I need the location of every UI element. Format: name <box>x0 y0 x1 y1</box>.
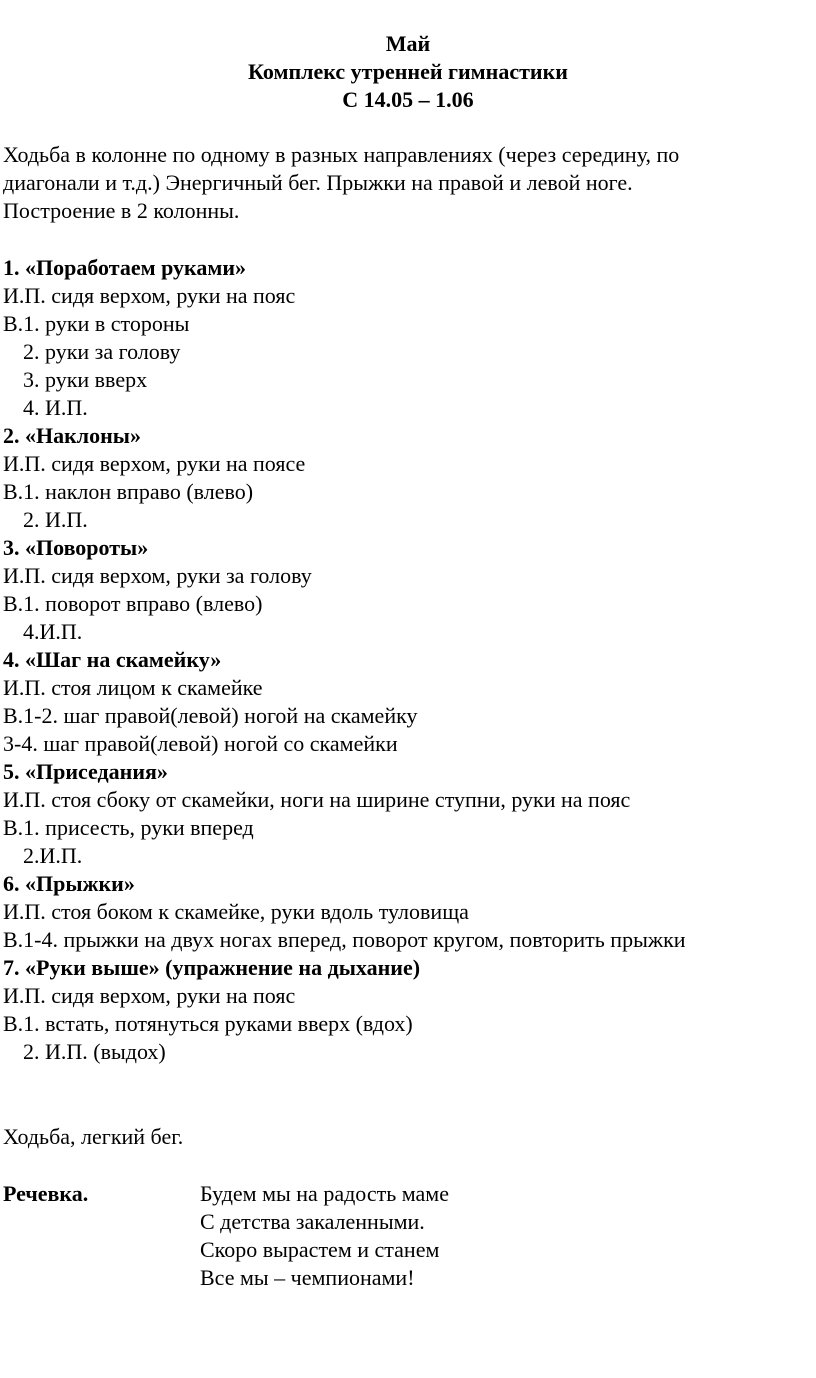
exercise-heading: 6. «Прыжки» <box>3 871 135 896</box>
exercise-step: 2. И.П. <box>23 507 88 532</box>
exercise-heading: 1. «Поработаем руками» <box>3 255 247 280</box>
exercise-step: 3. руки вверх <box>23 367 148 392</box>
page-title: Комплекс утренней гимнастики <box>248 59 568 84</box>
chant-line: Все мы – чемпионами! <box>200 1265 415 1290</box>
exercise-heading: 4. «Шаг на скамейку» <box>3 647 222 672</box>
intro-paragraph <box>3 141 803 225</box>
exercise-step: В.1. наклон вправо (влево) <box>3 479 254 504</box>
month-heading: Май <box>385 31 431 56</box>
exercise-step: В.1. руки в стороны <box>3 311 190 336</box>
exercise-step: В.1-4. прыжки на двух ногах вперед, поворот кругом, повторить прыжки <box>3 927 686 952</box>
exercise-step: И.П. стоя боком к скамейке, руки вдоль туловища <box>3 899 469 924</box>
exercise-step: 2. И.П. (выдох) <box>23 1039 166 1064</box>
exercise-step: И.П. сидя верхом, руки за голову <box>3 563 312 588</box>
exercise-step: В.1-2. шаг правой(левой) ногой на скамейку <box>3 703 418 728</box>
chant-line: Скоро вырастем и станем <box>200 1237 440 1262</box>
exercise-step: 2. руки за голову <box>23 339 181 364</box>
exercise-step: 4.И.П. <box>23 619 83 644</box>
exercise-step: В.1. встать, потянуться руками вверх (вдох) <box>3 1011 413 1036</box>
exercise-list <box>3 254 803 1066</box>
exercise-step: 4. И.П. <box>23 395 88 420</box>
exercise-step: В.1. поворот вправо (влево) <box>3 591 263 616</box>
intro-line: диагонали и т.д.) Энергичный бег. Прыжки на правой и левой ноге. <box>3 170 633 195</box>
exercise-step: И.П. сидя верхом, руки на поясе <box>3 451 306 476</box>
exercise-heading: 3. «Повороты» <box>3 535 149 560</box>
exercise-step: И.П. сидя верхом, руки на пояс <box>3 283 296 308</box>
exercise-step: И.П. стоя лицом к скамейке <box>3 675 263 700</box>
document-header <box>0 30 816 114</box>
chant-line: С детства закаленными. <box>200 1209 425 1234</box>
date-range: С 14.05 – 1.06 <box>342 87 474 112</box>
exercise-heading: 7. «Руки выше» (упражнение на дыхание) <box>3 955 421 980</box>
exercise-step: 2.И.П. <box>23 843 83 868</box>
exercise-heading: 5. «Приседания» <box>3 759 168 784</box>
intro-line: Ходьба в колонне по одному в разных направлениях (через середину, по <box>3 142 680 167</box>
chant-line: Будем мы на радость маме <box>200 1181 449 1206</box>
chant-verse <box>200 1180 449 1292</box>
intro-line: Построение в 2 колонны. <box>3 198 240 223</box>
exercise-step: 3-4. шаг правой(левой) ногой со скамейки <box>3 731 398 756</box>
exercise-step: И.П. сидя верхом, руки на пояс <box>3 983 296 1008</box>
exercise-step: И.П. стоя сбоку от скамейки, ноги на ширине ступни, руки на пояс <box>3 787 631 812</box>
exercise-heading: 2. «Наклоны» <box>3 423 141 448</box>
chant-label: Речевка. <box>3 1181 89 1206</box>
final-walk-text: Ходьба, легкий бег. <box>3 1124 184 1149</box>
exercise-step: В.1. присесть, руки вперед <box>3 815 254 840</box>
